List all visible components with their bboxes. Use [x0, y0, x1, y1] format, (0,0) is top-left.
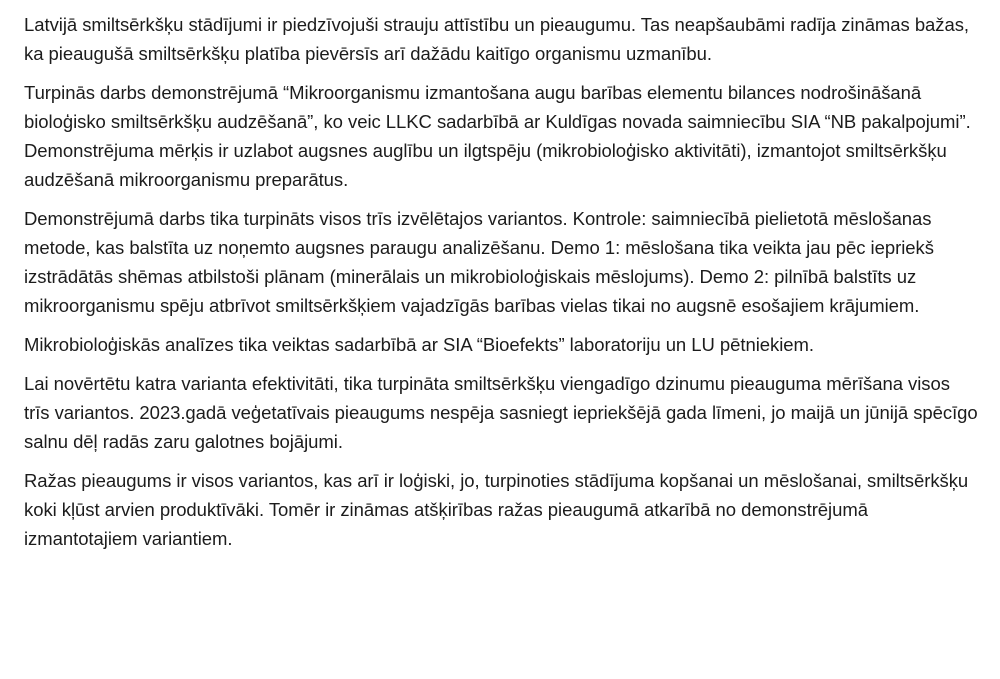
paragraph-6: Ražas pieaugums ir visos variantos, kas arī ir loģiski, jo, turpinoties stādījuma kopšanai un mēslošanai, smiltsērkšķu koki kļūst arvien produktīvāki. Tomēr ir zināmas atšķirības ražas pieaugumā atkarībā no demonstrējumā izmantotajiem variantiem.	[24, 470, 969, 549]
paragraph-2: Turpinās darbs demonstrējumā “Mikroorganismu izmantošana augu barības elementu bilances nodrošināšanā bioloģisko smiltsērkšķu audzēšanā”, ko veic LLKC sadarbībā ar Kuldīgas novada saimniecību SIA “NB pakalpojumi”. Demonstrējuma mērķis ir uzlabot augsnes auglību un ilgtspēju (mikrobioloģisko aktivitāti), izmantojot smiltsērkšķu audzēšanā mikroorganismu preparātus.	[24, 82, 971, 190]
paragraph-1: Latvijā smiltsērkšķu stādījumi ir piedzīvojuši strauju attīstību un pieaugumu. Tas neapšaubāmi radīja zināmas bažas, ka pieaugušā smiltsērkšķu platība pievērsīs arī dažādu kaitīgo organismu uzmanību.	[24, 14, 970, 64]
paragraph-3: Demonstrējumā darbs tika turpināts visos trīs izvēlētajos variantos. Kontrole: saimniecībā pielietotā mēslošanas metode, kas balstīta uz noņemto augsnes paraugu analizēšanu. Demo 1: mēslošana tika veikta jau pēc iepriekš izstrādātās shēmas atbilstoši plānam (minerālais un mikrobioloģiskais mēslojums). Demo 2: pilnībā balstīts uz mikroorganismu spēju atbrīvot smiltsērkšķiem vajadzīgās barības vielas tikai no augsnē esošajiem krājumiem.	[24, 208, 934, 316]
paragraph-4: Mikrobioloģiskās analīzes tika veiktas sadarbībā ar SIA “Bioefekts” laboratoriju un LU pētniekiem.	[24, 334, 814, 355]
paragraph-5: Lai novērtētu katra varianta efektivitāti, tika turpināta smiltsērkšķu viengadīgo dzinumu pieauguma mērīšana visos trīs variantos. 2023.gadā veģetatīvais pieaugums nespēja sasniegt iepriekšējā gada līmeni, jo maijā un jūnijā spēcīgo salnu dēļ radās zaru galotnes bojājumi.	[24, 373, 978, 452]
